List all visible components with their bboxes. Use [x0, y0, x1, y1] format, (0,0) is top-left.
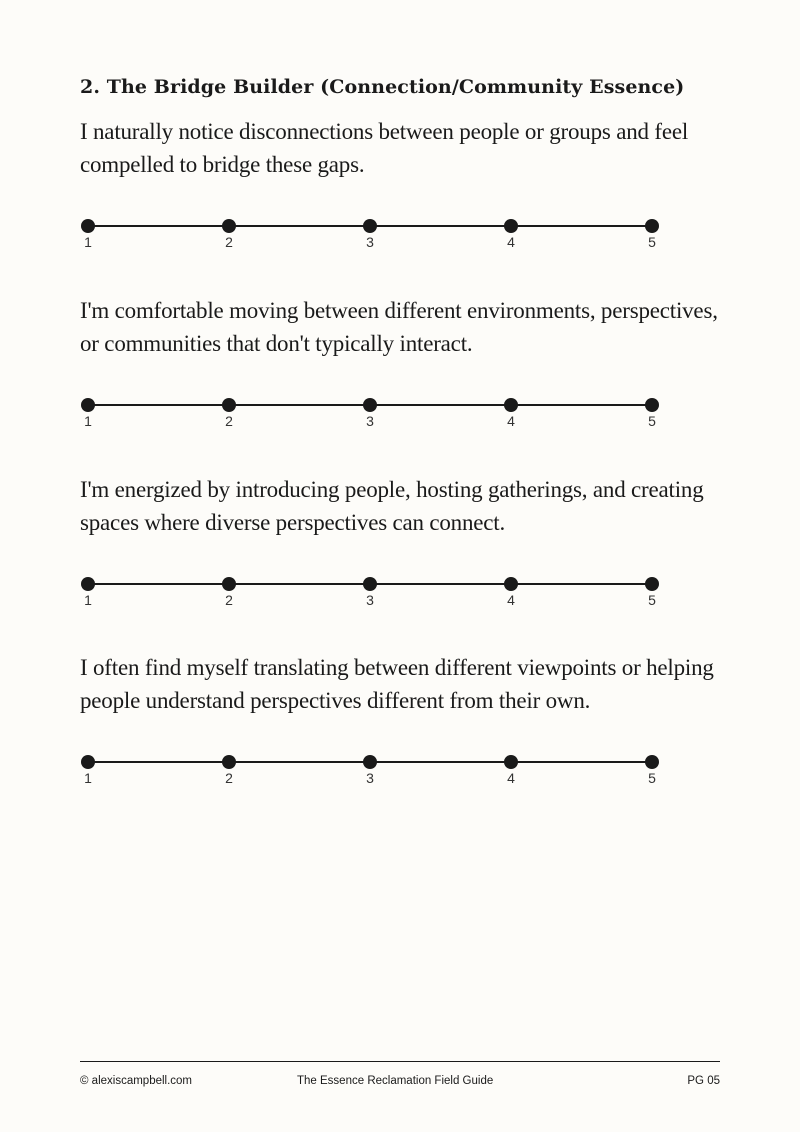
scale-option-2[interactable]	[221, 397, 237, 441]
scale-option-5[interactable]	[644, 397, 660, 441]
scale-label: 3	[366, 234, 374, 250]
scale-option-3[interactable]	[362, 754, 378, 798]
scale-dot[interactable]	[222, 577, 236, 591]
scale-label: 1	[84, 413, 92, 429]
section-title: 2. The Bridge Builder (Connection/Community Essence)	[80, 76, 685, 98]
scale-option-1[interactable]	[80, 397, 96, 441]
scale-dot[interactable]	[363, 755, 377, 769]
scale-dot[interactable]	[363, 577, 377, 591]
scale-label: 4	[507, 592, 515, 608]
rating-scale-3	[80, 576, 670, 620]
question-4-text: I often find myself translating between different viewpoints or helping people understand perspectives different from their own.	[80, 655, 714, 713]
scale-label: 4	[507, 413, 515, 429]
scale-dot[interactable]	[504, 755, 518, 769]
scale-dot[interactable]	[645, 219, 659, 233]
scale-label: 2	[225, 234, 233, 250]
scale-option-1[interactable]	[80, 576, 96, 620]
scale-dot[interactable]	[222, 398, 236, 412]
scale-dot[interactable]	[645, 755, 659, 769]
question-1-text: I naturally notice disconnections between people or groups and feel compelled to bridge these gaps.	[80, 119, 689, 177]
rating-scale-4	[80, 754, 670, 798]
footer-divider	[80, 1061, 720, 1062]
scale-option-3[interactable]	[362, 218, 378, 262]
scale-label: 1	[84, 770, 92, 786]
scale-option-3[interactable]	[362, 397, 378, 441]
scale-label: 3	[366, 413, 374, 429]
scale-option-2[interactable]	[221, 576, 237, 620]
scale-label: 2	[225, 413, 233, 429]
scale-option-4[interactable]	[503, 397, 519, 441]
scale-label: 4	[507, 234, 515, 250]
scale-option-5[interactable]	[644, 218, 660, 262]
scale-label: 1	[84, 234, 92, 250]
scale-label: 1	[84, 592, 92, 608]
footer-guide-title: The Essence Reclamation Field Guide	[297, 1075, 494, 1087]
scale-label: 2	[225, 592, 233, 608]
scale-label: 3	[366, 770, 374, 786]
question-2-text: I'm comfortable moving between different environments, perspectives, or communities that don't typically interact.	[80, 298, 718, 356]
scale-option-2[interactable]	[221, 754, 237, 798]
scale-dot[interactable]	[363, 398, 377, 412]
scale-dot[interactable]	[645, 398, 659, 412]
scale-dot[interactable]	[645, 577, 659, 591]
scale-label: 3	[366, 592, 374, 608]
scale-option-4[interactable]	[503, 754, 519, 798]
rating-scale-2	[80, 397, 670, 441]
scale-dot[interactable]	[81, 219, 95, 233]
question-3-text: I'm energized by introducing people, hosting gatherings, and creating spaces where diverse perspectives can connect.	[80, 477, 704, 535]
scale-label: 5	[648, 234, 656, 250]
scale-option-4[interactable]	[503, 218, 519, 262]
scale-option-1[interactable]	[80, 218, 96, 262]
scale-dot[interactable]	[222, 219, 236, 233]
rating-scale-1	[80, 218, 670, 262]
scale-dot[interactable]	[504, 577, 518, 591]
scale-label: 5	[648, 592, 656, 608]
scale-dot[interactable]	[504, 219, 518, 233]
scale-dot[interactable]	[81, 755, 95, 769]
scale-option-1[interactable]	[80, 754, 96, 798]
scale-option-5[interactable]	[644, 576, 660, 620]
scale-option-4[interactable]	[503, 576, 519, 620]
scale-label: 2	[225, 770, 233, 786]
scale-label: 5	[648, 770, 656, 786]
scale-option-2[interactable]	[221, 218, 237, 262]
scale-option-3[interactable]	[362, 576, 378, 620]
scale-option-5[interactable]	[644, 754, 660, 798]
scale-dot[interactable]	[81, 398, 95, 412]
scale-label: 4	[507, 770, 515, 786]
footer-copyright: © alexiscampbell.com	[80, 1075, 193, 1087]
scale-dot[interactable]	[222, 755, 236, 769]
scale-dot[interactable]	[363, 219, 377, 233]
scale-dot[interactable]	[81, 577, 95, 591]
scale-label: 5	[648, 413, 656, 429]
scale-dot[interactable]	[504, 398, 518, 412]
footer-page-number: PG 05	[687, 1075, 720, 1087]
